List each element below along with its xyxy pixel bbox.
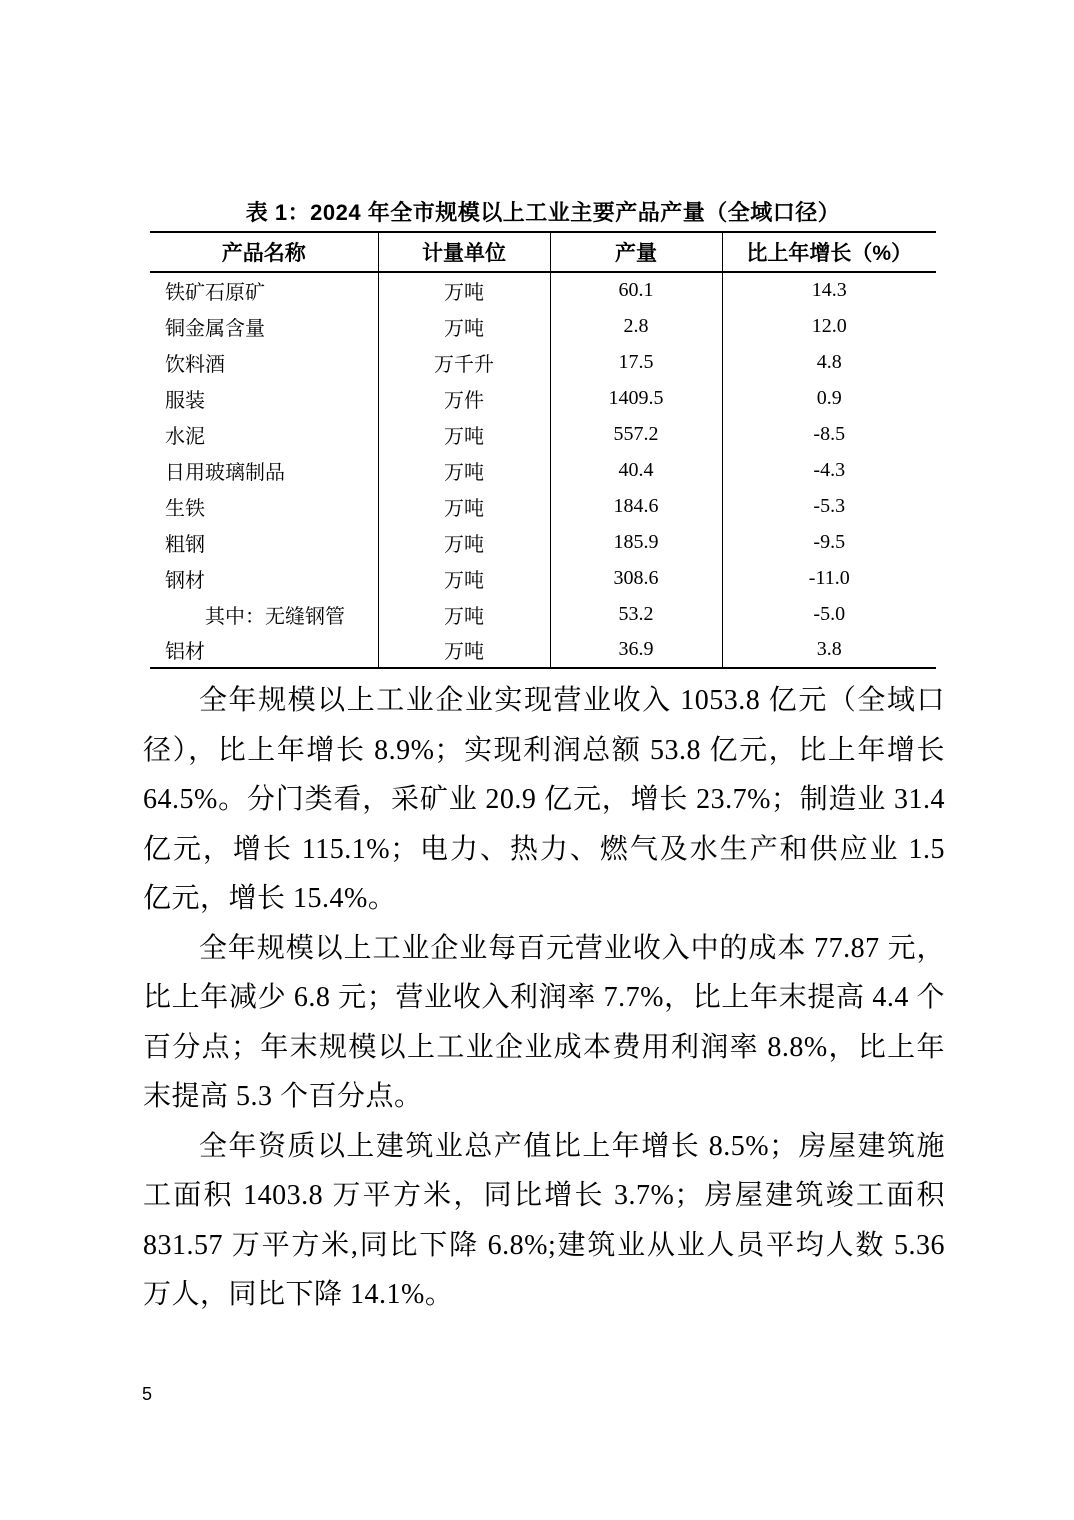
- table-row: [150, 560, 936, 596]
- growth-cell: -9.5: [722, 524, 936, 560]
- output-cell: 185.9: [550, 524, 722, 560]
- unit-cell: 万吨: [378, 488, 550, 524]
- growth-cell: 3.8: [722, 632, 936, 668]
- product-name-cell: 其中：无缝钢管: [205, 605, 345, 628]
- product-name-cell: 粗钢: [165, 533, 205, 556]
- column-header-growth: 比上年增长（%）: [722, 232, 936, 272]
- output-cell: 60.1: [550, 272, 722, 308]
- table-row: [150, 452, 936, 488]
- unit-cell: 万吨: [378, 524, 550, 560]
- output-cell: 308.6: [550, 560, 722, 596]
- output-cell: 184.6: [550, 488, 722, 524]
- product-name-cell: 生铁: [165, 497, 205, 520]
- paragraph-industry-revenue: 全年规模以上工业企业实现营业收入 1053.8 亿元（全域口径），比上年增长 8.9%；实现利润总额 53.8 亿元，比上年增长 64.5%。分门类看，采矿业 20.9 亿元，增长 23.7%；制造业 31.4 亿元，增长 115.1%；电力、热力、燃气及水生产和供应业 1.5 亿元，增长 15.4%。: [143, 685, 945, 914]
- table-row: [150, 344, 936, 380]
- table-row: [150, 596, 936, 632]
- output-cell: 17.5: [550, 344, 722, 380]
- unit-cell: 万吨: [378, 272, 550, 308]
- table-row: [150, 380, 936, 416]
- product-name-cell: 铝材: [165, 641, 205, 663]
- growth-cell: -11.0: [722, 560, 936, 596]
- unit-cell: 万吨: [378, 452, 550, 488]
- output-cell: 1409.5: [550, 380, 722, 416]
- unit-cell: 万千升: [378, 344, 550, 380]
- table-row: [150, 488, 936, 524]
- product-name-cell: 铜金属含量: [165, 317, 265, 340]
- growth-cell: -5.0: [722, 596, 936, 632]
- paragraph-construction: 全年资质以上建筑业总产值比上年增长 8.5%；房屋建筑施工面积 1403.8 万平方米，同比增长 3.7%；房屋建筑竣工面积 831.57 万平方米,同比下降 6.8%;建筑业从业人员平均人数 5.36 万人，同比下降 14.1%。: [143, 1130, 945, 1310]
- growth-cell: 12.0: [722, 308, 936, 344]
- product-name-cell: 铁矿石原矿: [165, 282, 265, 304]
- table-row: [150, 272, 936, 308]
- product-name-cell: 饮料酒: [165, 353, 225, 376]
- page-number: 5: [142, 1384, 153, 1404]
- growth-cell: 14.3: [722, 272, 936, 308]
- growth-cell: 0.9: [722, 380, 936, 416]
- unit-cell: 万吨: [378, 632, 550, 668]
- output-cell: 53.2: [550, 596, 722, 632]
- products-table: [150, 231, 936, 669]
- table-title: 表 1：2024 年全市规模以上工业主要产品产量（全域口径）: [245, 200, 841, 225]
- growth-cell: -4.3: [722, 452, 936, 488]
- product-name-cell: 水泥: [165, 425, 205, 448]
- column-header-output: 产量: [550, 232, 722, 272]
- product-name-cell: 日用玻璃制品: [165, 461, 285, 484]
- table-row: [150, 416, 936, 452]
- product-name-cell: 服装: [165, 389, 205, 412]
- output-cell: 557.2: [550, 416, 722, 452]
- body-text: [143, 676, 945, 1320]
- table-row: [150, 308, 936, 344]
- table-row: [150, 632, 936, 668]
- output-cell: 2.8: [550, 308, 722, 344]
- unit-cell: 万件: [378, 380, 550, 416]
- table-row: [150, 524, 936, 560]
- output-cell: 36.9: [550, 632, 722, 668]
- unit-cell: 万吨: [378, 416, 550, 452]
- unit-cell: 万吨: [378, 560, 550, 596]
- growth-cell: -8.5: [722, 416, 936, 452]
- unit-cell: 万吨: [378, 596, 550, 632]
- growth-cell: -5.3: [722, 488, 936, 524]
- column-header-unit: 计量单位: [378, 232, 550, 272]
- product-name-cell: 钢材: [165, 569, 205, 592]
- output-cell: 40.4: [550, 452, 722, 488]
- column-header-product-name: 产品名称: [221, 242, 306, 265]
- paragraph-industry-cost-profit: 全年规模以上工业企业每百元营业收入中的成本 77.87 元，比上年减少 6.8 元；营业收入利润率 7.7%，比上年末提高 4.4 个百分点；年末规模以上工业企业成本费用利润率 8.8%，比上年末提高 5.3 个百分点。: [143, 932, 945, 1112]
- unit-cell: 万吨: [378, 308, 550, 344]
- growth-cell: 4.8: [722, 344, 936, 380]
- table-header-row: [150, 232, 936, 272]
